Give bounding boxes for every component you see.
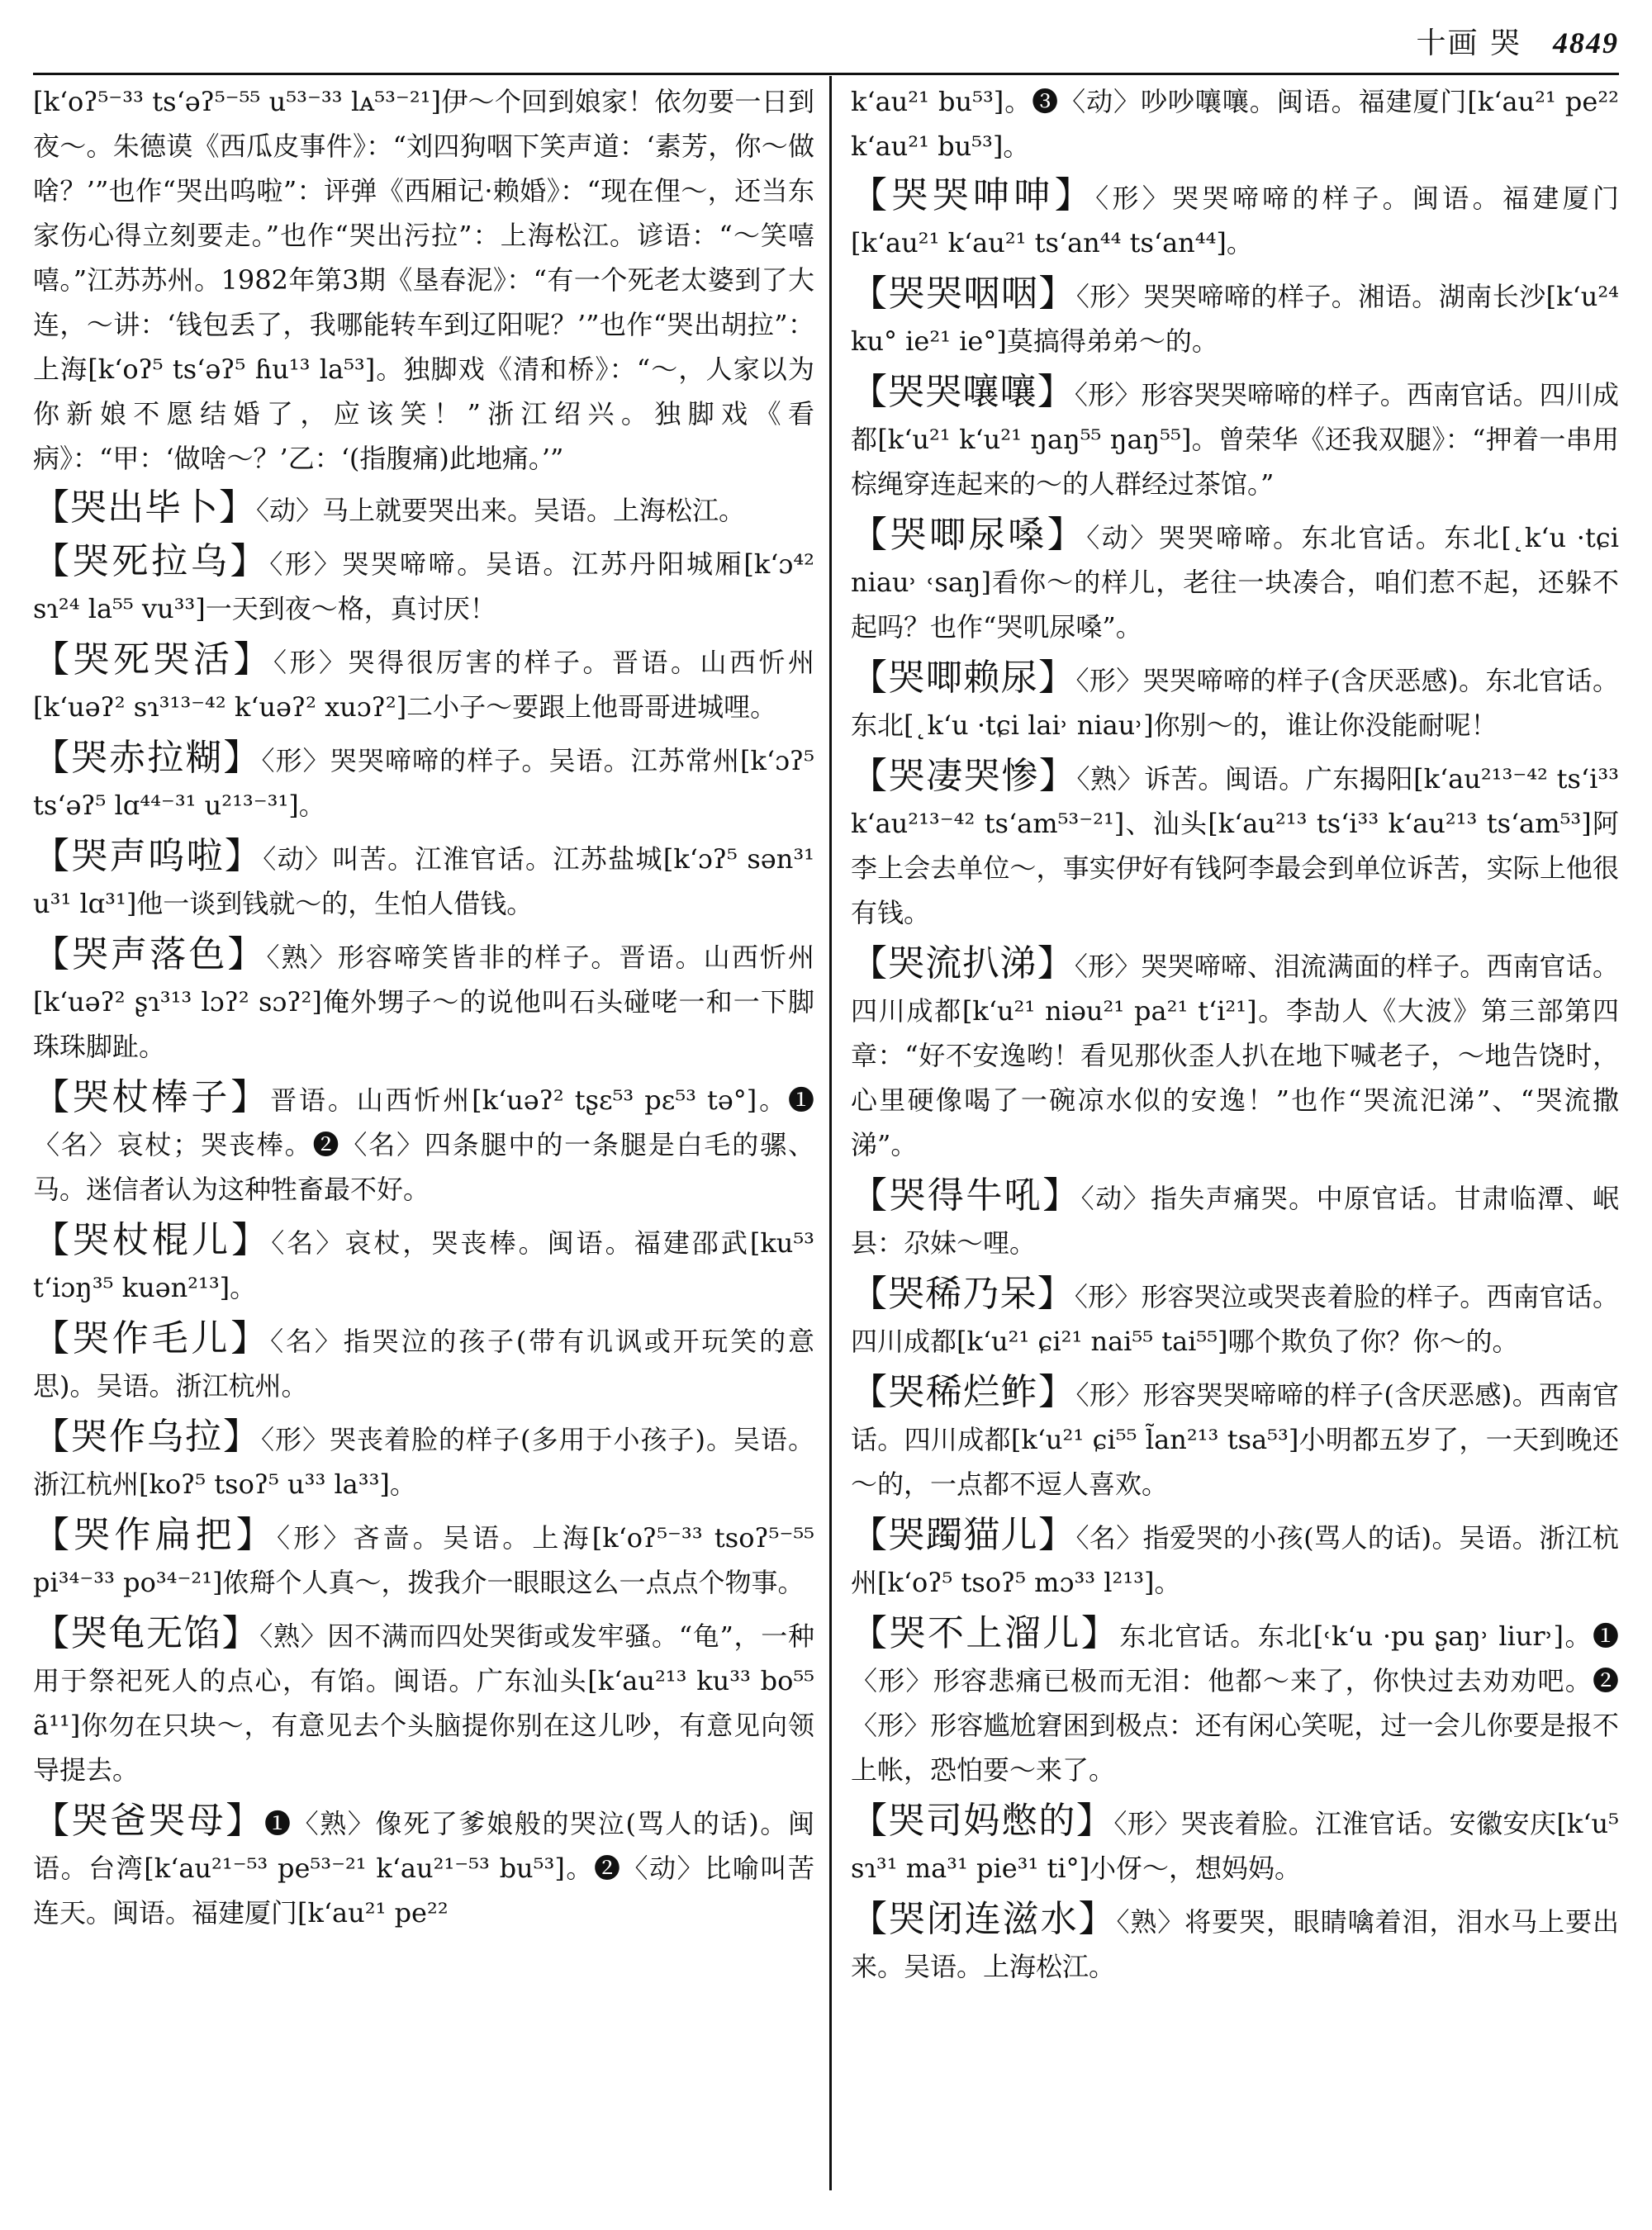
entry-definition: 〈名〉指哭泣的孩子(带有讥讽或开玩笑的意思)。吴语。浙江杭州。 [33, 1326, 814, 1402]
entry-definition: 〈形〉哭哭啼啼的样子。吴语。江苏常州[k‘ɔʔ⁵ ts‘əʔ⁵ lɑ⁴⁴⁻³¹ u²¹³⁻³¹]。 [33, 745, 814, 821]
entry-headword: 【哭杖棒子】 [33, 1076, 271, 1118]
entry-definition: 〈形〉哭哭啼啼。吴语。江苏丹阳城厢[k‘ɔ⁴² sɿ²⁴ la⁵⁵ vu³³]一天到夜～格，真讨厌！ [33, 548, 814, 624]
dictionary-entry [851, 173, 1619, 265]
dictionary-entry [33, 486, 814, 533]
entry-headword: 【哭哭呻呻】 [851, 174, 1096, 216]
dictionary-entry [33, 1218, 814, 1310]
header-section-title: 十画 哭 [1416, 26, 1521, 60]
entry-definition: 〈动〉哭哭啼啼。东北官话。东北[˛k‘u ·tɕi niau˒ ˓saŋ]看你～的样儿，老往一块凑合，咱们惹不起，还躲不起吗？也作“哭叽尿嗓”。 [851, 522, 1619, 643]
entry-headword: 【哭躅猫儿】 [851, 1514, 1076, 1556]
dictionary-entry [33, 1611, 814, 1792]
entry-headword: 【哭闭连滋水】 [851, 1898, 1117, 1940]
entry-headword: 【哭龟无馅】 [33, 1612, 260, 1654]
entry-definition: 〈动〉指失声痛哭。中原官话。甘肃临潭、岷县：尕妹～哩。 [851, 1183, 1619, 1259]
dictionary-entry [851, 272, 1619, 363]
entry-definition: 〈名〉哀杖，哭丧棒。闽语。福建邵武[ku⁵³ t‘iɔŋ³⁵ kuən²¹³]。 [33, 1227, 814, 1303]
dictionary-entry [851, 1272, 1619, 1364]
entry-headword: 【哭死拉乌】 [33, 540, 270, 582]
entry-headword: 【哭作毛儿】 [33, 1317, 271, 1359]
dictionary-entry [851, 754, 1619, 935]
dictionary-entry [33, 1075, 814, 1212]
entry-headword: 【哭作扁把】 [33, 1514, 277, 1556]
dictionary-entry [851, 1897, 1619, 1989]
dictionary-entry [851, 1799, 1619, 1891]
entry-headword: 【哭唧尿嗓】 [851, 514, 1087, 556]
dictionary-entry [33, 834, 814, 926]
column-divider [829, 76, 832, 2190]
entry-headword: 【哭出毕卜】 [33, 486, 256, 529]
page-header [991, 18, 1619, 68]
dictionary-entry [851, 1611, 1619, 1792]
dictionary-entry [851, 370, 1619, 506]
dictionary-entry [33, 1799, 814, 1935]
dictionary-entry [33, 638, 814, 729]
entry-headword: 【哭凄哭惨】 [851, 755, 1077, 797]
entry-headword: 【哭稀乃呆】 [851, 1273, 1075, 1315]
entry-definition: 晋语。山西忻州[k‘uəʔ² tʂɛ⁵³ pɛ⁵³ tə°]。❶〈名〉哀杖；哭丧棒。❷〈名〉四条腿中的一条腿是白毛的骡、马。迷信者认为这种牲畜最不好。 [33, 1084, 814, 1205]
entry-definition: 〈熟〉形容啼笑皆非的样子。晋语。山西忻州[k‘uəʔ² ʂɿ³¹³ lɔʔ² sɔʔ²]俺外甥子～的说他叫石头碰咾一和一下脚珠珠脚趾。 [33, 942, 814, 1062]
dictionary-entry [33, 1415, 814, 1506]
entry-headword: 【哭哭咽咽】 [851, 273, 1076, 315]
entry-headword: 【哭哭嚷嚷】 [851, 371, 1075, 413]
dictionary-entry [851, 1370, 1619, 1506]
entry-definition: ❶〈熟〉像死了爹娘般的哭泣(骂人的话)。闽语。台湾[k‘au²¹⁻⁵³ pe⁵³⁻²¹ k‘au²¹⁻⁵³ bu⁵³]。❷〈动〉比喻叫苦连天。闽语。福建厦门[k‘au²¹ pe²² [33, 1808, 814, 1929]
entry-definition: 〈形〉形容哭泣或哭丧着脸的样子。西南官话。四川成都[k‘u²¹ ɕi²¹ nai⁵⁵ tai⁵⁵]哪个欺负了你？你～的。 [851, 1281, 1619, 1357]
dictionary-entry [851, 1174, 1619, 1265]
entry-headword: 【哭死哭活】 [33, 638, 273, 681]
entry-definition: 〈熟〉因不满而四处哭街或发牢骚。“龟”，一种用于祭祀死人的点心，有馅。闽语。广东汕头[k‘au²¹³ ku³³ bo⁵⁵ ã¹¹]你勿在只块～，有意见去个头脑提你别在这儿吵，有意见向领导提去。 [33, 1620, 814, 1786]
entry-definition: 〈形〉哭哭啼啼的样子。闽语。福建厦门[k‘au²¹ k‘au²¹ ts‘an⁴⁴ ts‘an⁴⁴]。 [851, 183, 1619, 259]
entry-headword: 【哭得牛吼】 [851, 1174, 1081, 1217]
entry-definition: 〈形〉哭哭啼啼的样子(含厌恶感)。东北官话。东北[˛k‘u ·tɕi lai˒ niau˒]你别～的，谁让你没能耐呢！ [851, 665, 1619, 741]
entry-definition: 〈熟〉将要哭，眼睛噙着泪，泪水马上要出来。吴语。上海松江。 [851, 1906, 1619, 1982]
entry-definition: 东北官话。东北[˓k‘u ·pu ʂaŋ˒ liur˒]。❶〈形〉形容悲痛已极而无泪：他都～来了，你快过去劝劝吧。❷〈形〉形容尴尬窘困到极点：还有闲心笑呢，过一会儿你要是报不上帐，恐怕要～来了。 [851, 1620, 1619, 1786]
entry-definition: 〈形〉哭得很厉害的样子。晋语。山西忻州[k‘uəʔ² sɿ³¹³⁻⁴² k‘uəʔ² xuɔʔ²]二小子～要跟上他哥哥进城哩。 [33, 647, 814, 723]
entry-definition: 〈形〉哭哭啼啼的样子。湘语。湖南长沙[k‘u²⁴ ku° ie²¹ ie°]莫搞得弟弟～的。 [851, 281, 1619, 357]
entry-definition: 〈动〉马上就要哭出来。吴语。上海松江。 [256, 495, 746, 526]
header-rule [33, 73, 1619, 75]
entry-definition: 〈熟〉诉苦。闽语。广东揭阳[k‘au²¹³⁻⁴² ts‘i³³ k‘au²¹³⁻⁴² ts‘am⁵³⁻²¹]、汕头[k‘au²¹³ ts‘i³³ k‘au²¹³ ts‘am⁵³]阿李上会去单位～，事实伊好有钱阿李最会到单位诉苦，实际上他很有钱。 [851, 763, 1619, 928]
dictionary-entry [33, 1513, 814, 1605]
dictionary-entry [851, 513, 1619, 649]
entry-headword: 【哭不上溜儿】 [851, 1612, 1120, 1654]
entry-definition: 〈形〉吝啬。吴语。上海[k‘oʔ⁵⁻³³ tsoʔ⁵⁻⁵⁵ pi³⁴⁻³³ po³⁴⁻²¹]侬搿个人真～，拨我介一眼眼这么一点点个物事。 [33, 1522, 814, 1598]
dictionary-entry [851, 656, 1619, 747]
dictionary-entry [851, 942, 1619, 1167]
entry-headword: 【哭赤拉糊】 [33, 737, 262, 779]
entry-definition: 〈形〉形容哭哭啼啼的样子。西南官话。四川成都[k‘u²¹ k‘u²¹ ŋaŋ⁵⁵ ŋaŋ⁵⁵]。曾荣华《还我双腿》：“押着一串用棕绳穿连起来的～的人群经过茶馆。” [851, 379, 1619, 500]
dictionary-entry [851, 1513, 1619, 1605]
dictionary-entry [33, 932, 814, 1069]
entry-definition: 〈形〉形容哭哭啼啼的样子(含厌恶感)。西南官话。四川成都[k‘u²¹ ɕi⁵⁵ l̃an²¹³ tsa⁵³]小明都五岁了，一天到晚还～的，一点都不逗人喜欢。 [851, 1379, 1619, 1500]
entry-headword: 【哭声呜啦】 [33, 835, 263, 877]
right-column [851, 79, 1619, 2218]
entry-definition: 〈名〉指爱哭的小孩(骂人的话)。吴语。浙江杭州[k‘oʔ⁵ tsoʔ⁵ mɔ³³ l²¹³]。 [851, 1522, 1619, 1598]
entry-definition: 〈动〉叫苦。江淮官话。江苏盐城[k‘ɔʔ⁵ sən³¹ u³¹ lɑ³¹]他一谈到钱就～的，生怕人借钱。 [33, 843, 814, 919]
entry-headword: 【哭爸哭母】 [33, 1800, 264, 1842]
continuation-paragraph: [k‘oʔ⁵⁻³³ ts‘əʔ⁵⁻⁵⁵ u⁵³⁻³³ lᴀ⁵³⁻²¹]伊～个回到娘家！依勿要一日到夜～。朱德谟《西瓜皮事件》：“刘四狗咽下笑声道：‘素芳，你～做啥？’”也作“哭出呜啦”：评弹《西厢记·赖婚》：“现在俚～，还当东家伤心得立刻要走。”也作“哭出污拉”：上海松江。谚语：“～笑嘻嘻。”江苏苏州。1982年第3期《垦春泥》：“有一个死老太婆到了大连，～讲：‘钱包丢了，我哪能转车到辽阳呢？’”也作“哭出胡拉”：上海[k‘oʔ⁵ ts‘əʔ⁵ ɦu¹³ la⁵³]。独脚戏《清和桥》：“～，人家以为你新娘不愿结婚了，应该笑！”浙江绍兴。独脚戏《看病》：“甲：‘做啥～？’乙：‘(指腹痛)此地痛。’” [33, 86, 814, 474]
entry-definition: 〈形〉哭丧着脸。江淮官话。安徽安庆[k‘u⁵ sɿ³¹ ma³¹ pie³¹ ti°]小伢～，想妈妈。 [851, 1808, 1619, 1884]
continuation-paragraph: k‘au²¹ bu⁵³]。❸〈动〉吵吵嚷嚷。闽语。福建厦门[k‘au²¹ pe²² k‘au²¹ bu⁵³]。 [851, 86, 1619, 162]
entry-headword: 【哭流扒涕】 [851, 942, 1075, 985]
entry-headword: 【哭作乌拉】 [33, 1416, 262, 1458]
dictionary-entry [33, 736, 814, 828]
left-column [33, 79, 814, 2218]
header-page-number: 4849 [1553, 26, 1619, 59]
entry-headword: 【哭稀烂鲊】 [851, 1371, 1076, 1413]
entry-headword: 【哭司妈憋的】 [851, 1800, 1114, 1842]
entry-definition: 〈形〉哭哭啼啼、泪流满面的样子。西南官话。四川成都[k‘u²¹ niəu²¹ pa²¹ t‘i²¹]。李劼人《大波》第三部第四章：“好不安逸哟！看见那伙歪人扒在地下喊老子，～地告饶时，心里硬像喝了一碗凉水似的安逸！”也作“哭流汜涕”、“哭流撒涕”。 [851, 951, 1619, 1160]
entry-headword: 【哭声落色】 [33, 933, 267, 975]
dictionary-entry [33, 539, 814, 631]
entry-definition: 〈形〉哭丧着脸的样子(多用于小孩子)。吴语。浙江杭州[koʔ⁵ tsoʔ⁵ u³³ la³³]。 [33, 1424, 814, 1500]
entry-headword: 【哭唧赖尿】 [851, 657, 1076, 699]
entry-headword: 【哭杖棍儿】 [33, 1219, 272, 1261]
dictionary-entry [33, 1317, 814, 1408]
